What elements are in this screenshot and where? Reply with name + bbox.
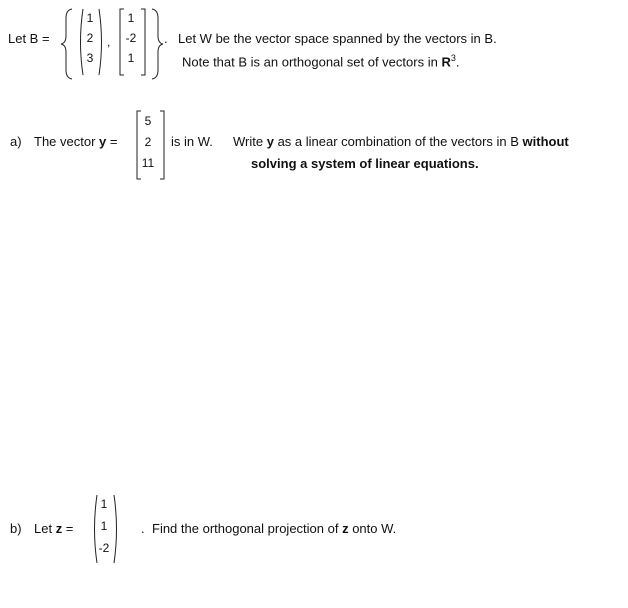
part-a-prefix-text: The vector (34, 134, 100, 149)
vector-y-entry-2: 2 (144, 135, 152, 149)
intro-prefix: Let B = (8, 31, 50, 46)
vector-z-paren-right (113, 494, 121, 564)
part-b-text-pre: Find the orthogonal projection of (152, 521, 343, 536)
part-a-instruction (233, 134, 569, 149)
vector1-paren-right (98, 8, 106, 76)
vector-z-entry-3: -2 (98, 541, 110, 555)
real-space-exponent: 3 (450, 53, 456, 63)
vector-separator: , (107, 35, 111, 49)
vector2-bracket-right (140, 8, 148, 76)
vector1-entry-1: 1 (86, 11, 94, 25)
part-a-middle: is in W. (171, 134, 213, 149)
part-b-text-post: onto W. (348, 521, 397, 536)
intro-line-1: Let W be the vector space spanned by the vectors in B. (178, 31, 497, 46)
vector2-entry-1: 1 (127, 11, 135, 25)
part-b-equals: = (62, 521, 74, 536)
vector-y-entry-1: 5 (144, 114, 152, 128)
part-a-var-y: y (99, 134, 107, 149)
part-a-prefix (34, 134, 117, 149)
part-a-line-2: solving a system of linear equations. (251, 156, 479, 171)
part-a-equals: = (106, 134, 118, 149)
part-b-text-var: z (342, 521, 349, 536)
part-b-prefix (34, 521, 73, 536)
vector-y-bracket-right (159, 110, 167, 180)
part-a-instruction-mid: as a linear combination of the vectors in B (273, 134, 523, 149)
part-b-var-z: z (55, 521, 63, 536)
vector-z-entry-2: 1 (100, 519, 108, 533)
part-a-instruction-var: y (266, 134, 274, 149)
part-b-text (152, 521, 396, 536)
intro-line-2 (182, 53, 459, 69)
part-a-label: a) (10, 134, 22, 149)
set-open-brace (62, 8, 74, 80)
part-b-prefix-text: Let (34, 521, 56, 536)
vector1-entry-2: 2 (86, 31, 94, 45)
intro-line-2-text: Note that B is an orthogonal set of vectors in (182, 54, 442, 70)
vector1-entry-3: 3 (86, 51, 94, 65)
vector2-entry-2: -2 (125, 31, 137, 45)
vector2-entry-3: 1 (127, 51, 135, 65)
part-a-instruction-pre: Write (233, 134, 267, 149)
intro-line-2-end: . (455, 54, 460, 70)
part-a-instruction-bold: without (522, 134, 569, 149)
vector-y-entry-3: 11 (141, 156, 155, 170)
part-b-label: b) (10, 521, 22, 536)
intro-period: . (164, 31, 168, 46)
set-close-brace (150, 8, 162, 80)
real-space-symbol: R (441, 54, 451, 70)
vector-z-entry-1: 1 (100, 497, 108, 511)
part-b-period: . (141, 521, 145, 536)
